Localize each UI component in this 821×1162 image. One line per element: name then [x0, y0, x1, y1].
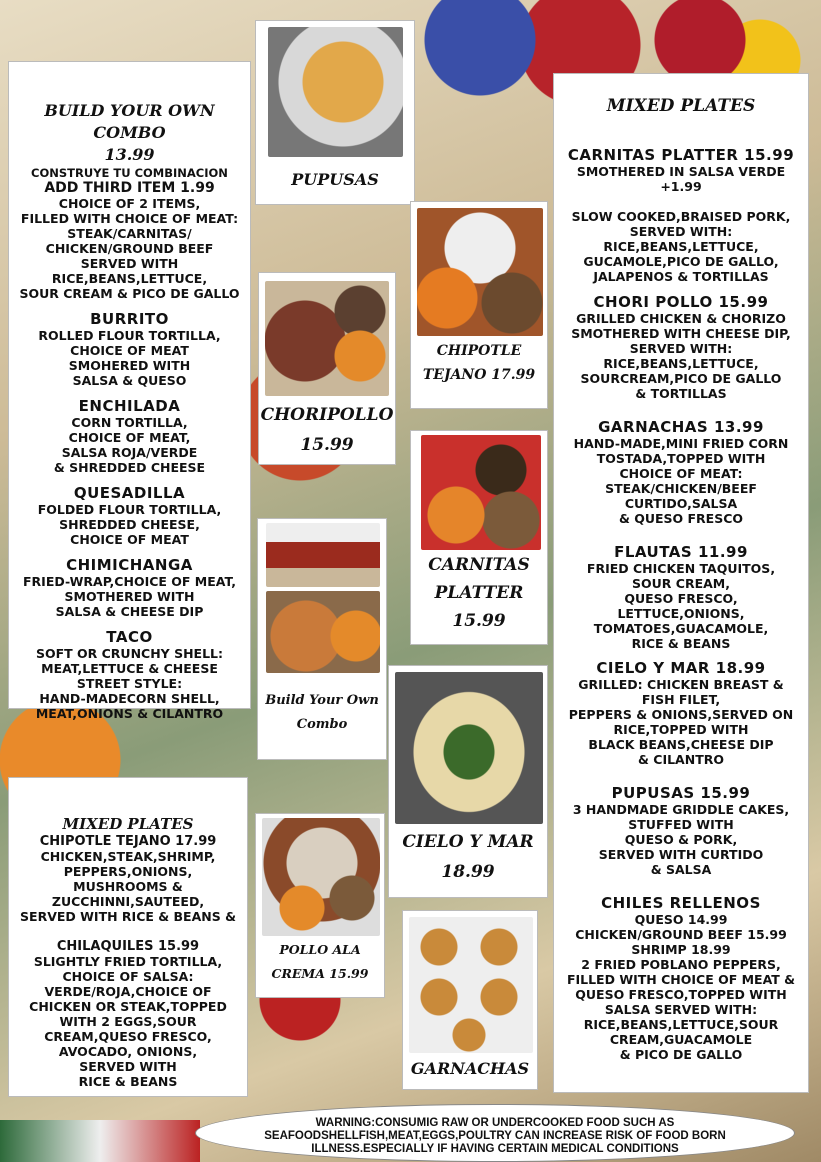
pupusas-caption: PUPUSAS [291, 170, 379, 189]
photo-card-choripollo [258, 272, 396, 465]
item-desc: FILLED WITH CHOICE OF MEAT & [566, 972, 796, 987]
pollo-caption-1: POLLO ALA [279, 942, 361, 957]
photo-card-garnachas [402, 910, 538, 1090]
mixed-plates-left-panel [8, 777, 248, 1097]
cielo-y-mar-photo [395, 672, 543, 824]
photo-card-pupusas [255, 20, 415, 205]
item-desc: SOURCREAM,PICO DE GALLO [580, 371, 782, 386]
mixed-left-line: WITH 2 EGGS,SOUR [59, 1014, 197, 1029]
item-desc: 2 FRIED POBLANO PEPPERS, [581, 957, 781, 972]
item-desc: QUESO 14.99 [634, 912, 728, 927]
warning-line: SEAFOODSHELLFISH,MEAT,EGGS,POULTRY CAN INCREASE RISK OF FOOD BORN [264, 1130, 726, 1142]
choripollo-caption-2: 15.99 [300, 435, 354, 455]
item-desc: SHREDDED CHEESE, [59, 517, 200, 532]
item-desc: SOFT OR CRUNCHY SHELL: [35, 646, 224, 661]
item-name: FLAUTAS 11.99 [614, 543, 748, 561]
build-combo-line: STEAK/CARNITAS/ [67, 226, 192, 241]
mixed-left-line: CHIPOTLE TEJANO 17.99 [39, 834, 217, 849]
item-name: CARNITAS PLATTER 15.99 [567, 146, 795, 164]
photo-card-pollo-crema [255, 813, 385, 998]
photo-card-carnitas [410, 430, 548, 645]
item-desc: RICE,BEANS,LETTUCE, [603, 239, 759, 254]
item-name: PUPUSAS 15.99 [611, 784, 751, 802]
mixed-left-line: CHICKEN,STEAK,SHRIMP, [40, 849, 216, 864]
item-desc: SALSA & CHEESE DIP [55, 604, 204, 619]
item-quesadilla-name: QUESADILLA [73, 484, 186, 502]
mixed-left-line: CHICKEN OR STEAK,TOPPED [29, 999, 227, 1014]
choripollo-caption-1: CHORIPOLLO [260, 405, 394, 425]
item-desc: FRIED-WRAP,CHOICE OF MEAT, [23, 574, 236, 589]
item-taco-name: TACO [106, 628, 153, 646]
item-desc: & QUESO FRESCO [618, 511, 744, 526]
item-desc: CHOICE OF MEAT, [68, 430, 191, 445]
build-combo-line: CHICKEN/GROUND BEEF [45, 241, 214, 256]
item-desc: RICE & BEANS [631, 636, 731, 651]
mixed-left-line: SERVED WITH [79, 1059, 177, 1074]
mixed-left-line: SLIGHTLY FRIED TORTILLA, [33, 954, 223, 969]
pollo-crema-photo [262, 818, 380, 936]
item-desc: HAND-MADE,MINI FRIED CORN [573, 436, 789, 451]
mixed-left-line: CREAM,QUESO FRESCO, [44, 1029, 212, 1044]
item-desc: JALAPENOS & TORTILLAS [593, 269, 769, 284]
item-desc: RICE,BEANS,LETTUCE, [603, 356, 759, 371]
garnachas-caption: GARNACHAS [410, 1059, 530, 1078]
build-combo-third: ADD THIRD ITEM 1.99 [44, 180, 215, 196]
item-desc: SLOW COOKED,BRAISED PORK, [571, 209, 791, 224]
item-desc: SERVED WITH CURTIDO [598, 847, 764, 862]
pollo-caption-2: CREMA 15.99 [271, 966, 369, 981]
item-desc [554, 194, 808, 209]
chipotle-tejano-photo [417, 208, 543, 336]
item-desc: TOSTADA,TOPPED WITH [596, 451, 766, 466]
item-desc: SMOHERED WITH [68, 358, 191, 373]
cielo-caption-2: 18.99 [441, 862, 495, 882]
build-combo-line: FILLED WITH CHOICE OF MEAT: [20, 211, 239, 226]
item-desc: RICE,BEANS,LETTUCE,SOUR [583, 1017, 779, 1032]
mixed-left-line: PEPPERS,ONIONS, [63, 864, 193, 879]
item-desc: CHOICE OF MEAT: [619, 466, 743, 481]
mixed-left-line: ZUCCHINNI,SAUTEED, [51, 894, 205, 909]
build-combo-line: SOUR CREAM & PICO DE GALLO [19, 286, 240, 301]
item-desc: GRILLED: CHICKEN BREAST & [578, 677, 784, 692]
item-desc: CHOICE OF MEAT [70, 343, 189, 358]
item-desc: FISH FILET, [641, 692, 721, 707]
carnitas-photo [421, 435, 541, 550]
item-desc: GUCAMOLE,PICO DE GALLO, [583, 254, 779, 269]
build-combo-price: 13.99 [104, 145, 155, 164]
mixed-left-line: CHOICE OF SALSA: [62, 969, 194, 984]
item-desc: ROLLED FLOUR TORTILLA, [38, 328, 221, 343]
item-desc: SERVED WITH: [629, 341, 733, 356]
mixed-left-line: RICE & BEANS [78, 1074, 178, 1089]
build-combo-line: RICE,BEANS,LETTUCE, [51, 271, 208, 286]
mixed-left-line [9, 924, 247, 939]
item-desc: SALSA ROJA/VERDE [61, 445, 198, 460]
item-desc: FOLDED FLOUR TORTILLA, [37, 502, 222, 517]
item-desc: STEAK/CHICKEN/BEEF [605, 481, 757, 496]
warning-line: WARNING:CONSUMIG RAW OR UNDERCOOKED FOOD SUCH AS [315, 1117, 675, 1129]
mixed-left-line: CHILAQUILES 15.99 [56, 939, 200, 954]
item-burrito-name: BURRITO [90, 310, 169, 328]
item-desc: SMOTHERED WITH CHEESE DIP, [571, 326, 791, 341]
combo-caption-2: Combo [296, 717, 348, 732]
combo-photo-1 [266, 523, 380, 587]
build-combo-line: SERVED WITH [80, 256, 179, 271]
mixed-left-line: SERVED WITH RICE & BEANS & [20, 909, 236, 924]
item-desc: CORN TORTILLA, [71, 415, 188, 430]
item-desc: FRIED CHICKEN TAQUITOS, [586, 561, 776, 576]
mixed-left-line: VERDE/ROJA,CHOICE OF [44, 984, 212, 999]
item-desc: HAND-MADECORN SHELL, [39, 691, 220, 706]
item-name: GARNACHAS 13.99 [598, 418, 764, 436]
item-name: CIELO Y MAR 18.99 [596, 659, 766, 677]
item-desc: SHRIMP 18.99 [631, 942, 731, 957]
item-enchilada-name: ENCHILADA [78, 397, 181, 415]
mixed-left-line: MUSHROOMS & [73, 879, 183, 894]
item-desc: & CILANTRO [638, 752, 724, 767]
build-combo-panel [8, 61, 251, 721]
photo-card-combo [257, 518, 387, 760]
mixed-plates-right-panel [553, 73, 809, 1093]
item-desc: QUESO & PORK, [624, 832, 738, 847]
pupusas-photo [268, 27, 403, 157]
item-desc: CURTIDO,SALSA [624, 496, 738, 511]
item-desc: BLACK BEANS,CHEESE DIP [588, 737, 774, 752]
item-desc: MEAT,LETTUCE & CHEESE [41, 661, 218, 676]
item-desc: +1.99 [660, 179, 702, 194]
item-desc: CHOICE OF MEAT [70, 532, 189, 547]
garnachas-photo [409, 917, 533, 1053]
item-desc: GRILLED CHICKEN & CHORIZO [576, 311, 786, 326]
item-desc: SMOTHERED IN SALSA VERDE [576, 164, 786, 179]
item-desc: LETTUCE,ONIONS, [617, 606, 745, 621]
item-desc: & SALSA [650, 862, 712, 877]
item-desc: PEPPERS & ONIONS,SERVED ON [568, 707, 794, 722]
photo-card-chipotle-tejano [410, 201, 548, 409]
food-safety-warning [195, 1104, 795, 1162]
item-desc: STUFFED WITH [628, 817, 734, 832]
combo-photo-2 [266, 591, 380, 673]
item-desc: SERVED WITH: [629, 224, 733, 239]
item-desc: SMOTHERED WITH [64, 589, 195, 604]
chipotle-caption-2: TEJANO 17.99 [422, 367, 536, 383]
item-desc: SALSA & QUESO [72, 373, 187, 388]
item-desc: & PICO DE GALLO [619, 1047, 743, 1062]
item-desc: QUESO FRESCO, [624, 591, 738, 606]
item-desc: SALSA SERVED WITH: [604, 1002, 758, 1017]
item-desc: & SHREDDED CHEESE [53, 460, 206, 475]
photo-card-cielo-y-mar [388, 665, 548, 898]
item-name: CHILES RELLENOS [601, 894, 761, 912]
item-chimichanga-name: CHIMICHANGA [66, 556, 193, 574]
carnitas-caption-1: CARNITAS [428, 555, 530, 575]
item-desc: RICE,TOPPED WITH [613, 722, 749, 737]
combo-caption-1: Build Your Own [265, 693, 379, 708]
carnitas-caption-3: 15.99 [452, 611, 506, 631]
item-desc: TOMATOES,GUACAMOLE, [593, 621, 769, 636]
item-name: CHORI POLLO 15.99 [593, 293, 769, 311]
mixed-left-title: MIXED PLATES [62, 815, 194, 833]
item-desc: 3 HANDMADE GRIDDLE CAKES, [572, 802, 790, 817]
item-desc: SOUR CREAM, [632, 576, 730, 591]
chipotle-caption-1: CHIPOTLE [436, 343, 522, 359]
build-combo-line: CHOICE OF 2 ITEMS, [58, 196, 201, 211]
item-desc: QUESO FRESCO,TOPPED WITH [575, 987, 787, 1002]
item-desc: MEAT,ONIONS & CILANTRO [35, 706, 224, 721]
cielo-caption-1: CIELO Y MAR [402, 832, 534, 852]
build-combo-title: BUILD YOUR OWN COMBO [44, 101, 215, 142]
item-desc: STREET STYLE: [76, 676, 183, 691]
build-combo-subtitle: CONSTRUYE TU COMBINACION [31, 166, 228, 180]
item-desc: CHICKEN/GROUND BEEF 15.99 [575, 927, 787, 942]
mixed-right-title: MIXED PLATES [606, 96, 756, 116]
choripollo-photo [265, 281, 389, 396]
item-desc: & TORTILLAS [635, 386, 727, 401]
item-desc: CREAM,GUACAMOLE [609, 1032, 753, 1047]
mixed-left-line: AVOCADO, ONIONS, [58, 1044, 198, 1059]
flag-decoration [0, 1120, 200, 1162]
warning-line: ILLNESS.ESPECIALLY IF HAVING CERTAIN MEDICAL CONDITIONS [311, 1143, 679, 1155]
carnitas-caption-2: PLATTER [434, 583, 524, 603]
